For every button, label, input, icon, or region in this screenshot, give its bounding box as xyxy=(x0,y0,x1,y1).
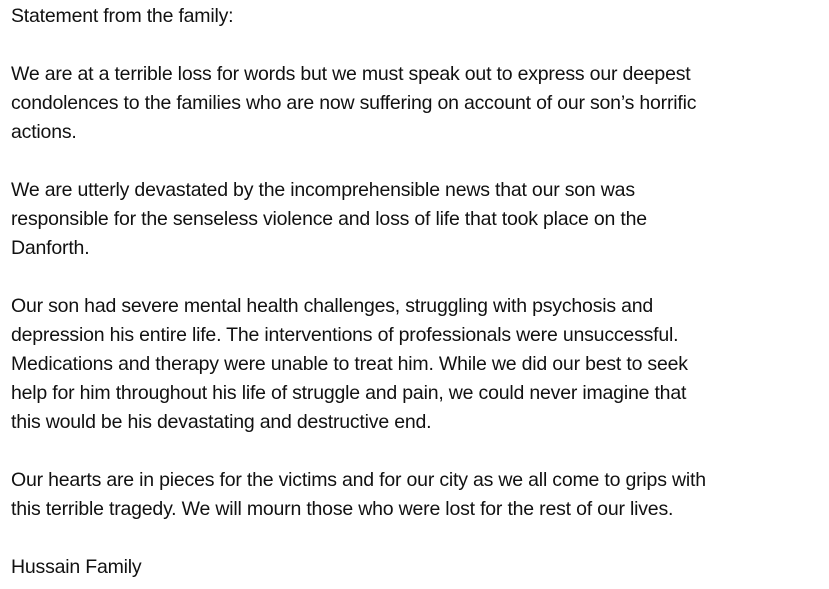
paragraph-line: this would be his devastating and destructive end. xyxy=(11,411,432,433)
paragraph-line: Danforth. xyxy=(11,237,90,259)
paragraph-line: Our son had severe mental health challenges, struggling with psychosis and xyxy=(11,295,654,317)
paragraph-line: Our hearts are in pieces for the victims and for our city as we all come to grips with xyxy=(11,469,706,491)
statement-title: Statement from the family: xyxy=(11,5,234,27)
paragraph-line: this terrible tragedy. We will mourn those who were lost for the rest of our lives. xyxy=(11,498,674,520)
paragraph-line: actions. xyxy=(11,121,77,143)
paragraph-line: Medications and therapy were unable to treat him. While we did our best to seek xyxy=(11,353,688,375)
paragraph-mourning xyxy=(11,466,815,524)
paragraph-line: responsible for the senseless violence and loss of life that took place on the xyxy=(11,208,647,230)
paragraph-line: depression his entire life. The interventions of professionals were unsuccessful. xyxy=(11,324,679,346)
paragraph-condolences xyxy=(11,60,815,147)
paragraph-line: help for him throughout his life of struggle and pain, we could never imagine that xyxy=(11,382,687,404)
paragraph-devastated xyxy=(11,176,815,263)
statement-signature: Hussain Family xyxy=(11,556,142,578)
paragraph-line: We are utterly devastated by the incomprehensible news that our son was xyxy=(11,179,635,201)
paragraph-line: We are at a terrible loss for words but we must speak out to express our deepest xyxy=(11,63,691,85)
paragraph-line: condolences to the families who are now suffering on account of our son’s horrific xyxy=(11,92,697,114)
paragraph-mental-health xyxy=(11,292,815,437)
